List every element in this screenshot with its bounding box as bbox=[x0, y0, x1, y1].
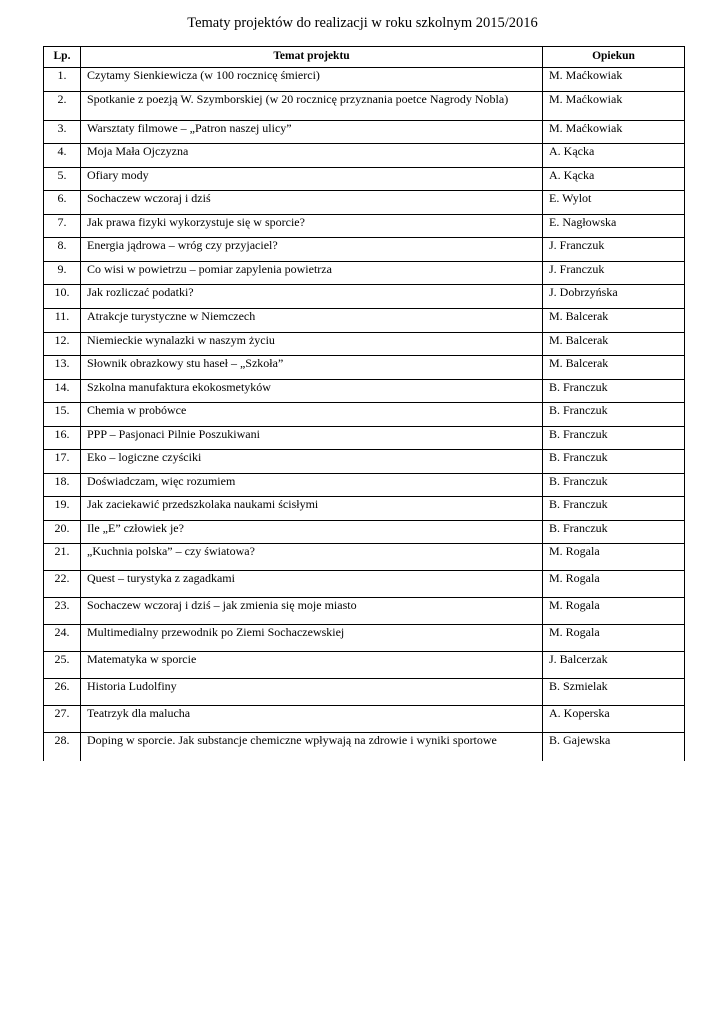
project-tutor: A. Kącka bbox=[543, 144, 685, 168]
table-row bbox=[44, 215, 685, 238]
project-tutor: M. Rogala bbox=[543, 544, 685, 571]
project-topic: Atrakcje turystyczne w Niemczech bbox=[81, 309, 543, 333]
table-row bbox=[44, 733, 685, 762]
project-topic: Warsztaty filmowe – „Patron naszej ulicy” bbox=[81, 121, 543, 144]
project-topic: Jak zaciekawić przedszkolaka naukami ścisłymi bbox=[81, 497, 543, 521]
project-tutor: B. Franczuk bbox=[543, 497, 685, 521]
project-topic: Chemia w probówce bbox=[81, 403, 543, 427]
project-topic: Historia Ludolfiny bbox=[81, 679, 543, 706]
row-number: 1. bbox=[44, 68, 81, 92]
row-number: 15. bbox=[44, 403, 81, 427]
project-tutor: B. Franczuk bbox=[543, 380, 685, 403]
row-number: 7. bbox=[44, 215, 81, 238]
table-row bbox=[44, 68, 685, 92]
table-row bbox=[44, 285, 685, 309]
project-tutor: M. Rogala bbox=[543, 598, 685, 625]
row-number: 3. bbox=[44, 121, 81, 144]
project-topic: Słownik obrazkowy stu haseł – „Szkoła” bbox=[81, 356, 543, 380]
row-number: 26. bbox=[44, 679, 81, 706]
project-tutor: M. Balcerak bbox=[543, 356, 685, 380]
project-topic: Multimedialny przewodnik po Ziemi Sochaczewskiej bbox=[81, 625, 543, 652]
table-row bbox=[44, 598, 685, 625]
project-tutor: E. Nagłowska bbox=[543, 215, 685, 238]
row-number: 13. bbox=[44, 356, 81, 380]
row-number: 27. bbox=[44, 706, 81, 733]
project-topic: Ile „E” człowiek je? bbox=[81, 521, 543, 544]
project-topic: Teatrzyk dla malucha bbox=[81, 706, 543, 733]
project-topic: Quest – turystyka z zagadkami bbox=[81, 571, 543, 598]
row-number: 8. bbox=[44, 238, 81, 262]
project-tutor: B. Franczuk bbox=[543, 521, 685, 544]
column-header-lp: Lp. bbox=[44, 47, 81, 68]
project-tutor: J. Franczuk bbox=[543, 238, 685, 262]
row-number: 11. bbox=[44, 309, 81, 333]
table-row bbox=[44, 238, 685, 262]
project-tutor: J. Franczuk bbox=[543, 262, 685, 285]
project-topic: „Kuchnia polska” – czy światowa? bbox=[81, 544, 543, 571]
project-topic: Doświadczam, więc rozumiem bbox=[81, 474, 543, 497]
project-tutor: M. Balcerak bbox=[543, 309, 685, 333]
project-topic: Energia jądrowa – wróg czy przyjaciel? bbox=[81, 238, 543, 262]
table-row bbox=[44, 168, 685, 191]
project-tutor: M. Maćkowiak bbox=[543, 68, 685, 92]
row-number: 14. bbox=[44, 380, 81, 403]
project-tutor: B. Gajewska bbox=[543, 733, 685, 762]
row-number: 19. bbox=[44, 497, 81, 521]
table-row bbox=[44, 333, 685, 356]
table-row bbox=[44, 679, 685, 706]
project-tutor: M. Maćkowiak bbox=[543, 121, 685, 144]
table-row bbox=[44, 450, 685, 474]
table-row bbox=[44, 262, 685, 285]
table-row bbox=[44, 497, 685, 521]
project-tutor: E. Wylot bbox=[543, 191, 685, 215]
project-topic: Sochaczew wczoraj i dziś – jak zmienia się moje miasto bbox=[81, 598, 543, 625]
project-tutor: A. Kącka bbox=[543, 168, 685, 191]
table-row bbox=[44, 625, 685, 652]
row-number: 28. bbox=[44, 733, 81, 762]
projects-table bbox=[43, 46, 685, 761]
row-number: 2. bbox=[44, 92, 81, 121]
row-number: 5. bbox=[44, 168, 81, 191]
project-topic: Szkolna manufaktura ekokosmetyków bbox=[81, 380, 543, 403]
project-topic: Sochaczew wczoraj i dziś bbox=[81, 191, 543, 215]
project-topic: Doping w sporcie. Jak substancje chemiczne wpływają na zdrowie i wyniki sportowe bbox=[81, 733, 543, 762]
table-row bbox=[44, 652, 685, 679]
row-number: 18. bbox=[44, 474, 81, 497]
project-tutor: J. Balcerzak bbox=[543, 652, 685, 679]
project-topic: Moja Mała Ojczyzna bbox=[81, 144, 543, 168]
project-tutor: B. Franczuk bbox=[543, 427, 685, 450]
row-number: 9. bbox=[44, 262, 81, 285]
table-header-row bbox=[44, 47, 685, 68]
column-header-topic: Temat projektu bbox=[81, 47, 543, 68]
table-row bbox=[44, 144, 685, 168]
project-topic: Eko – logiczne czyściki bbox=[81, 450, 543, 474]
project-tutor: J. Dobrzyńska bbox=[543, 285, 685, 309]
project-tutor: M. Balcerak bbox=[543, 333, 685, 356]
project-topic: Ofiary mody bbox=[81, 168, 543, 191]
row-number: 22. bbox=[44, 571, 81, 598]
project-topic: Spotkanie z poezją W. Szymborskiej (w 20 rocznicę przyznania poetce Nagrody Nobla) bbox=[81, 92, 543, 121]
row-number: 17. bbox=[44, 450, 81, 474]
table-row bbox=[44, 571, 685, 598]
project-topic: Niemieckie wynalazki w naszym życiu bbox=[81, 333, 543, 356]
project-tutor: M. Rogala bbox=[543, 571, 685, 598]
column-header-tutor: Opiekun bbox=[543, 47, 685, 68]
row-number: 25. bbox=[44, 652, 81, 679]
row-number: 24. bbox=[44, 625, 81, 652]
project-tutor: A. Koperska bbox=[543, 706, 685, 733]
row-number: 4. bbox=[44, 144, 81, 168]
row-number: 10. bbox=[44, 285, 81, 309]
row-number: 20. bbox=[44, 521, 81, 544]
project-tutor: B. Franczuk bbox=[543, 450, 685, 474]
table-row bbox=[44, 706, 685, 733]
row-number: 12. bbox=[44, 333, 81, 356]
project-tutor: B. Franczuk bbox=[543, 403, 685, 427]
row-number: 6. bbox=[44, 191, 81, 215]
table-row bbox=[44, 521, 685, 544]
table-row bbox=[44, 309, 685, 333]
table-row bbox=[44, 544, 685, 571]
project-topic: Jak prawa fizyki wykorzystuje się w sporcie? bbox=[81, 215, 543, 238]
project-topic: Jak rozliczać podatki? bbox=[81, 285, 543, 309]
project-topic: PPP – Pasjonaci Pilnie Poszukiwani bbox=[81, 427, 543, 450]
table-row bbox=[44, 121, 685, 144]
table-row bbox=[44, 356, 685, 380]
project-tutor: B. Szmielak bbox=[543, 679, 685, 706]
table-row bbox=[44, 427, 685, 450]
table-row bbox=[44, 474, 685, 497]
table-row bbox=[44, 403, 685, 427]
row-number: 21. bbox=[44, 544, 81, 571]
row-number: 23. bbox=[44, 598, 81, 625]
project-tutor: M. Rogala bbox=[543, 625, 685, 652]
table-row bbox=[44, 380, 685, 403]
project-topic: Matematyka w sporcie bbox=[81, 652, 543, 679]
project-tutor: M. Maćkowiak bbox=[543, 92, 685, 121]
project-topic: Czytamy Sienkiewicza (w 100 rocznicę śmierci) bbox=[81, 68, 543, 92]
project-tutor: B. Franczuk bbox=[543, 474, 685, 497]
page-title: Tematy projektów do realizacji w roku szkolnym 2015/2016 bbox=[187, 15, 538, 31]
table-row bbox=[44, 92, 685, 121]
table-row bbox=[44, 191, 685, 215]
project-topic: Co wisi w powietrzu – pomiar zapylenia powietrza bbox=[81, 262, 543, 285]
row-number: 16. bbox=[44, 427, 81, 450]
